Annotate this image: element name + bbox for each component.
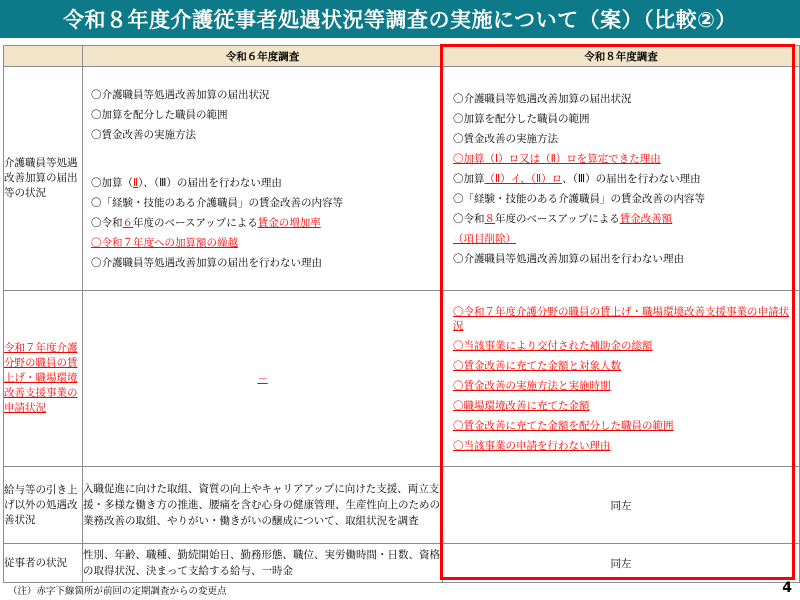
r8-support-item: 〇職場環境改善に充てた金額 xyxy=(453,399,590,412)
r6-item: 〇加算（ Ⅱ ）、（Ⅲ）の届出を行わない理由 xyxy=(91,176,282,189)
r6-item: 〇「経験・技能のある介護職員」の賃金改善の内容等 xyxy=(91,196,343,209)
r8-other-improvements-cell: 同左 xyxy=(443,467,800,544)
r8-item-deleted: （項目削除） xyxy=(453,232,516,245)
title-bar xyxy=(0,0,800,38)
r8-support-item: 〇賃金改善の実施方法と実施時期 xyxy=(453,379,611,392)
r6-item: 〇加算を配分した職員の範囲 xyxy=(91,108,228,121)
page-number: 4 xyxy=(782,580,792,596)
r8-support-item: 〇当該事業により交付された補助金の総額 xyxy=(453,339,653,352)
r8-support-item: 〇令和７年度介護分野の職員の賃上げ・職場環境改善支援事業の申請状況 xyxy=(453,305,789,332)
r6-item: 〇令和 ６ 年度のベースアップによる 賃金の増加率 xyxy=(91,216,321,229)
footnote: （注）赤字下線箇所が前回の定期調査からの変更点 xyxy=(8,586,227,597)
r8-item: 〇介護職員等処遇改善加算の届出を行わない理由 xyxy=(453,252,684,265)
row-label-worker-status: 従事者の状況 xyxy=(4,544,83,583)
row-label-support-project: 令和７年度介護分野の職員の賃上げ・職場環境改善支援事業の申請状況 xyxy=(4,291,83,467)
r6-support-project-cell: － xyxy=(83,291,443,467)
r6-item: 〇賃金改善の実施方法 xyxy=(91,128,196,141)
r8-item: 〇加算 （Ⅱ）イ、（Ⅱ）ロ 、（Ⅲ）の届出を行わない理由 xyxy=(453,172,701,185)
r8-support-item: 〇賃金改善に充てた金額を配分した職員の範囲 xyxy=(453,419,674,432)
r8-item: 〇令和 ８ 年度のベースアップによる 賃金改善額 xyxy=(453,212,673,225)
row-other-improvements xyxy=(4,467,800,544)
r8-support-item: 〇当該事業の申請を行わない理由 xyxy=(453,439,611,452)
r6-kasan-cell xyxy=(83,67,443,291)
row-support-project xyxy=(4,291,800,467)
r8-item: 〇加算を配分した職員の範囲 xyxy=(453,112,590,125)
r6-worker-status-cell: 性別、年齢、職種、勤続開始日、勤務形態、職位、実労働時間・日数、資格の取得状況、決まって支給する給与、一時金 xyxy=(83,544,443,583)
r6-item: 〇介護職員等処遇改善加算の届出状況 xyxy=(91,88,270,101)
header-empty-cell xyxy=(4,46,83,67)
r8-worker-status-cell: 同左 xyxy=(443,544,800,583)
r8-item: 〇賃金改善の実施方法 xyxy=(453,132,558,145)
r6-item: 〇介護職員等処遇改善加算の届出を行わない理由 xyxy=(91,256,322,269)
header-r6: 令和６年度調査 xyxy=(83,46,443,67)
r8-kasan-cell xyxy=(443,67,800,291)
row-label-other-improvements: 給与等の引き上げ以外の処遇改善状況 xyxy=(4,467,83,544)
row-worker-status xyxy=(4,544,800,583)
row-label-kasan-status: 介護職員等処遇改善加算の届出等の状況 xyxy=(4,67,83,291)
r8-support-item: 〇賃金改善に充てた金額と対象人数 xyxy=(453,359,621,372)
header-row xyxy=(4,46,800,67)
header-r8: 令和８年度調査 xyxy=(443,46,800,67)
r8-item: 〇介護職員等処遇改善加算の届出状況 xyxy=(453,92,632,105)
page-title: 令和８年度介護従事者処遇状況等調査の実施について（案）（比較②） xyxy=(63,8,737,32)
r8-item-changed: 〇加算（Ⅰ）ロ又は（Ⅱ）ロを算定できた理由 xyxy=(453,152,661,165)
r6-item-changed: 〇令和７年度への加算額の繰越 xyxy=(91,236,238,249)
comparison-table xyxy=(3,45,800,583)
r6-other-improvements-cell: 入職促進に向けた取組、資質の向上やキャリアアップに向けた支援、両立支援・多様な働き方の推進、腰痛を含む心身の健康管理、生産性向上のための業務改善の取組、やりがい・働きがいの醸成について、取組状況を調査 xyxy=(83,467,443,544)
r8-support-project-cell xyxy=(443,291,800,467)
r8-item: 〇「経験・技能のある介護職員」の賃金改善の内容等 xyxy=(453,192,705,205)
row-kasan-status xyxy=(4,67,800,291)
